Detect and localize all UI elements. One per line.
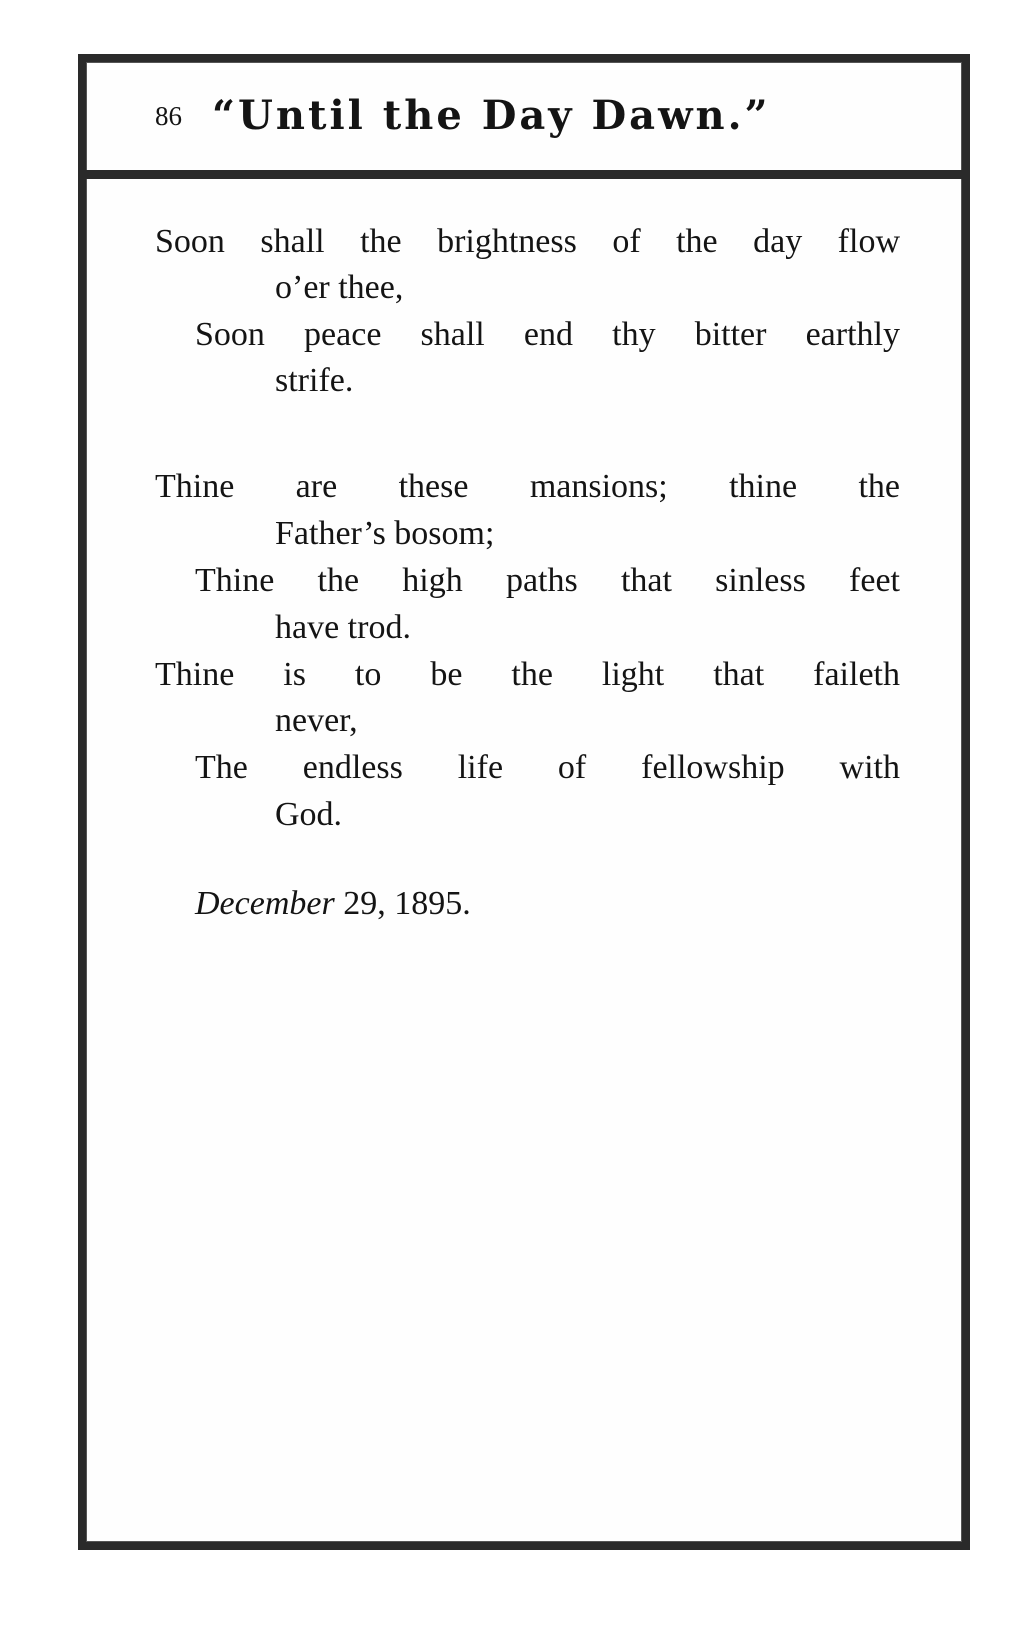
- header-rule: [78, 170, 970, 179]
- stanza-1-line-2-continued: strife.: [275, 362, 354, 399]
- dateline: [195, 880, 471, 928]
- stanza-2-line-4: The endless life of fellowship with: [195, 749, 900, 786]
- stanza-2-line-2: Thine the high paths that sinless feet: [195, 562, 900, 599]
- dateline-day-year: 29, 1895.: [343, 885, 471, 922]
- stanza-2-line-4-continued: God.: [275, 796, 343, 833]
- stanza-2-line-1-continued: Father’s bosom;: [275, 515, 495, 552]
- stanza-2-line-2-continued: have trod.: [275, 609, 411, 646]
- running-title: “Until the Day Dawn.”: [212, 92, 771, 139]
- stanza-1-line-2: Soon peace shall end thy bitter earthly: [195, 316, 900, 353]
- stanza-2-line-3-continued: never,: [275, 702, 358, 739]
- stanza-2-line-3: Thine is to be the light that faileth: [155, 656, 900, 693]
- stanza-1-line-1-continued: o’er thee,: [275, 269, 404, 306]
- stanza-1-line-1: Soon shall the brightness of the day flow: [155, 223, 900, 260]
- page-border-frame: [78, 54, 970, 1550]
- page-number: 86: [155, 101, 182, 131]
- dateline-month: December: [195, 885, 335, 922]
- stanza-2-line-1: Thine are these mansions; thine the: [155, 468, 900, 505]
